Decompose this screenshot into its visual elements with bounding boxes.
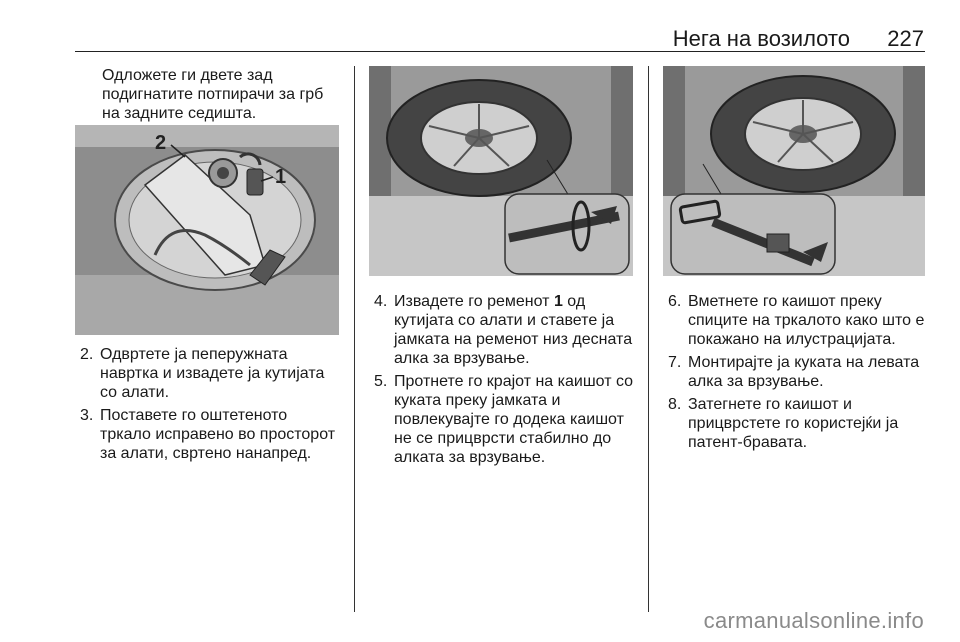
- step-number: 8.: [668, 396, 682, 413]
- step-line: јамката на ременот низ десната: [394, 331, 633, 348]
- step-number: 5.: [374, 373, 388, 390]
- strap-reference-1: 1: [553, 293, 563, 310]
- step-line-text: од: [562, 293, 586, 310]
- step-number: 4.: [374, 293, 388, 310]
- callout-label-1: 1: [275, 166, 287, 188]
- step-line: Протнете го крајот на каишот со: [394, 373, 634, 390]
- step-line: кутијата со алати и ставете ја: [394, 312, 615, 329]
- step-line: тркало исправено во просторот: [100, 426, 336, 443]
- step-line: Монтирајте ја куката на левата: [688, 354, 920, 371]
- step-number: 6.: [668, 293, 682, 310]
- intro-line: на задните седишта.: [102, 105, 257, 122]
- step-number: 3.: [80, 407, 94, 424]
- spare-wheel-strap-illustration: [369, 66, 633, 276]
- intro-line: Одложете ги двете зад: [102, 67, 273, 84]
- page-number: 227: [887, 26, 924, 51]
- column-divider-2: [648, 66, 649, 612]
- watermark: carmanualsonline.info: [703, 608, 924, 633]
- step-line: за алати, свртено нанапред.: [100, 445, 312, 462]
- step-line: алката за врзување.: [394, 449, 546, 466]
- step-line: покажано на илустрацијата.: [688, 331, 896, 348]
- step-line: патент-бравата.: [688, 434, 808, 451]
- step-line-text: Извадете го ременот: [394, 293, 554, 310]
- page-header-title: Нега на возилото: [672, 26, 850, 51]
- intro-paragraph: [102, 66, 323, 123]
- step-line: куката преку јамката и: [394, 392, 561, 409]
- step-line: алка за врзување.: [394, 350, 530, 367]
- header-rule: [75, 51, 925, 52]
- step-line: повлекувајте го додека каишот: [394, 411, 624, 428]
- step-number: 2.: [80, 346, 94, 363]
- step-line: [394, 292, 632, 311]
- step-line: Поставете го оштетеното: [100, 407, 288, 424]
- step-line: не се прицврсти стабилно до: [394, 430, 612, 447]
- column-divider-1: [354, 66, 355, 612]
- step-line: алка за врзување.: [688, 373, 824, 390]
- step-line: Затегнете го каишот и: [688, 396, 852, 413]
- callout-label-2: 2: [155, 132, 167, 154]
- step-line: навртка и извадете ја кутијата: [100, 365, 325, 382]
- step-line: Одвртете ја пеперужната: [100, 346, 288, 363]
- step-line: спиците на тркалото како што е: [688, 312, 925, 329]
- tool-kit-illustration: [75, 125, 339, 335]
- step-line: прицврстете го користејќи ја: [688, 415, 899, 432]
- step-number: 7.: [668, 354, 682, 371]
- strap-buckle-illustration: [663, 66, 925, 276]
- step-line: Вметнете го каишот преку: [688, 293, 882, 310]
- intro-line: подигнатите потпирачи за грб: [102, 86, 324, 103]
- step-line: со алати.: [100, 384, 170, 401]
